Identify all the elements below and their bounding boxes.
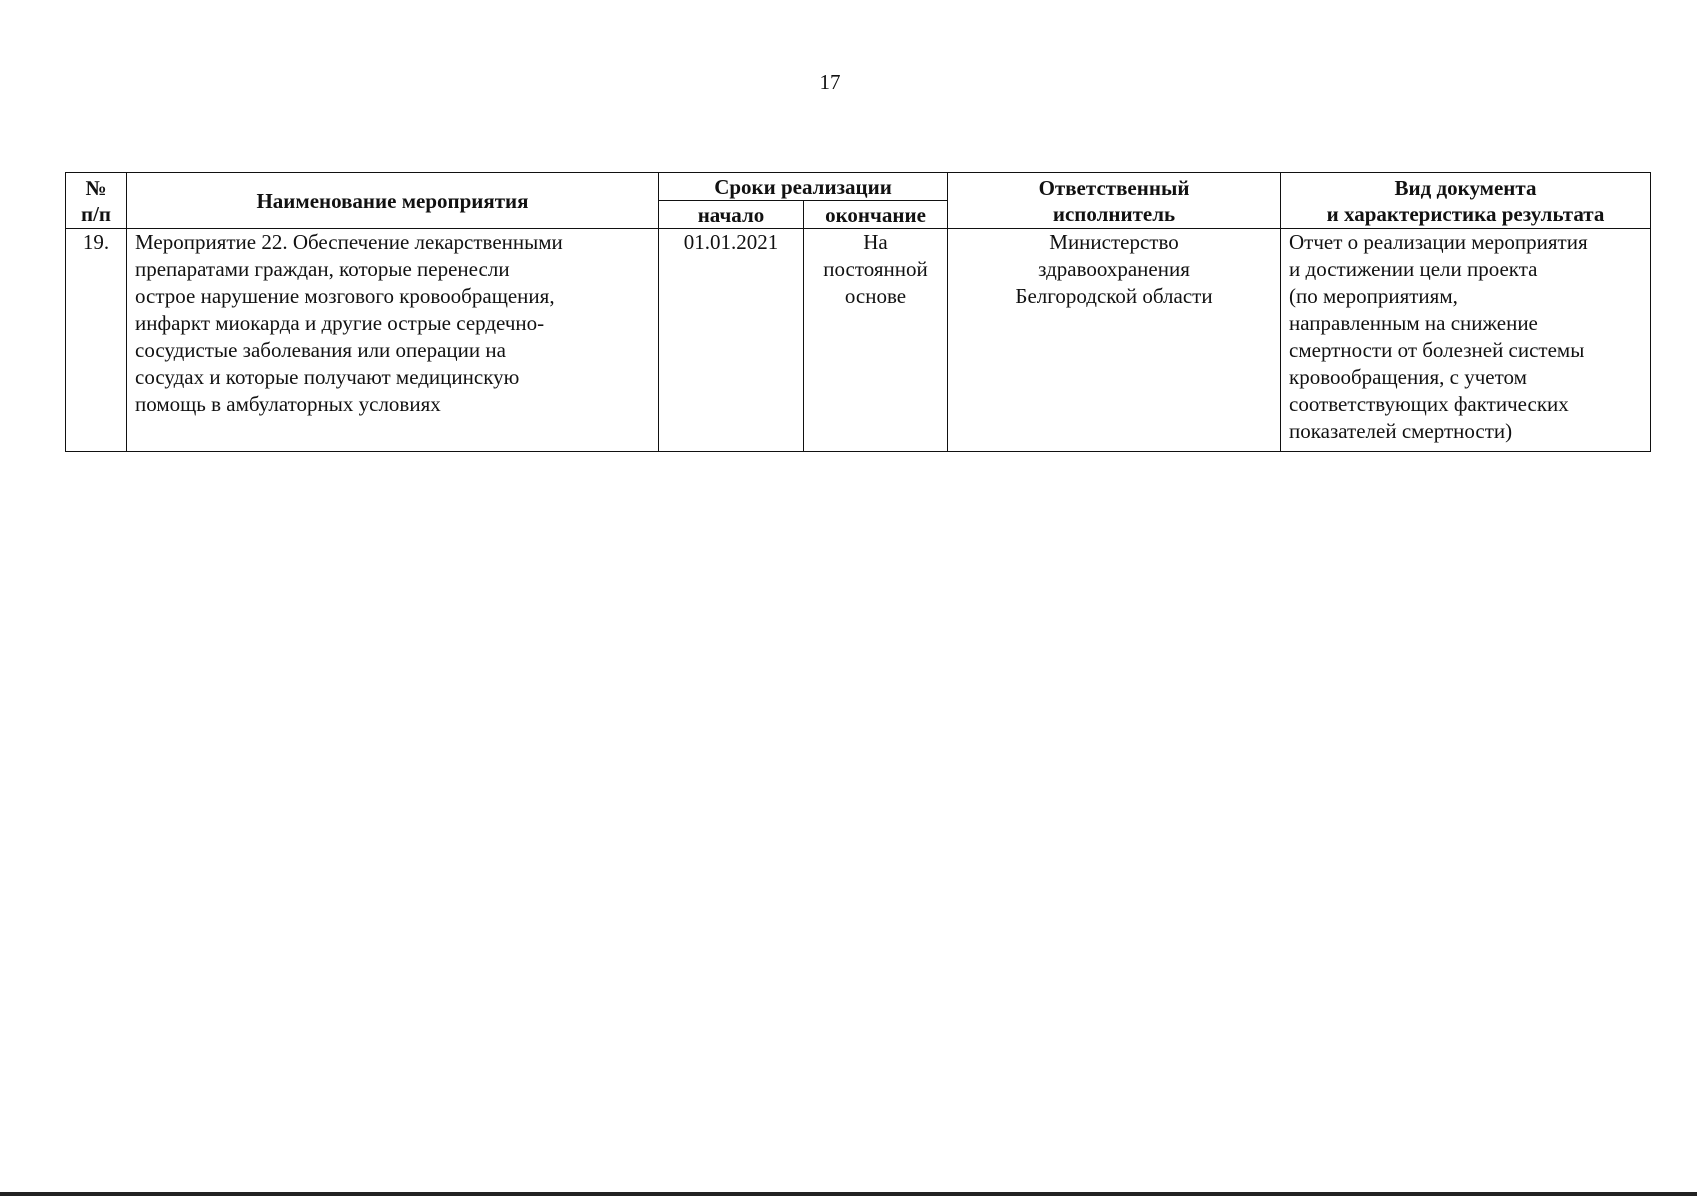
header-responsible-line-2: исполнитель [1052,201,1176,226]
header-document-line-1: Вид документа [1394,175,1537,200]
document-line: показателей смертности) [1289,419,1513,443]
header-document-type [1281,173,1651,229]
activity-name-line: помощь в амбулаторных условиях [135,392,441,416]
row-number: 19. [66,229,127,452]
document-line: кровообращения, с учетом [1289,365,1527,389]
document-line: Отчет о реализации мероприятия [1289,230,1588,254]
header-document-line-2: и характеристика результата [1326,201,1605,226]
activity-name-line: препаратами граждан, которые перенесли [135,257,510,281]
end-date-line: постоянной [823,257,928,281]
responsible-line: здравоохранения [1038,257,1190,281]
header-responsible-line-1: Ответственный [1038,175,1190,200]
scan-bottom-edge [0,1192,1697,1196]
header-number-line-1: № [85,175,107,200]
table-header-row [66,173,1651,201]
header-implementation-period: Сроки реализации [659,173,948,201]
activities-table [65,172,1651,452]
responsible-line: Белгородской области [1015,284,1213,308]
activity-name-line: сосудистые заболевания или операции на [135,338,506,362]
page-number: 17 [819,70,841,94]
responsible-line: Министерство [1049,230,1179,254]
header-number-line-2: п/п [80,201,112,226]
activity-name-line: сосудах и которые получают медицинскую [135,365,520,389]
activity-name-line: инфаркт миокарда и другие острые сердечно- [135,311,545,335]
document-line: смертности от болезней системы [1289,338,1585,362]
start-date: 01.01.2021 [659,229,804,452]
document-line: направленным на снижение [1289,311,1538,335]
end-date [804,229,948,452]
document-description [1281,229,1651,452]
document-line: и достижении цели проекта [1289,257,1538,281]
header-number [66,173,127,229]
end-date-line: На [863,230,888,254]
end-date-line: основе [844,284,907,308]
activity-name-line: острое нарушение мозгового кровообращения, [135,284,555,308]
header-responsible [948,173,1281,229]
activity-name [127,229,659,452]
table-row [66,229,1651,452]
header-activity-name: Наименование мероприятия [127,173,659,229]
activity-name-line: Мероприятие 22. Обеспечение лекарственными [135,230,563,254]
header-start: начало [659,201,804,229]
document-line: соответствующих фактических [1289,392,1569,416]
document-line: (по мероприятиям, [1289,284,1458,308]
header-end: окончание [804,201,948,229]
responsible-executor [948,229,1281,452]
